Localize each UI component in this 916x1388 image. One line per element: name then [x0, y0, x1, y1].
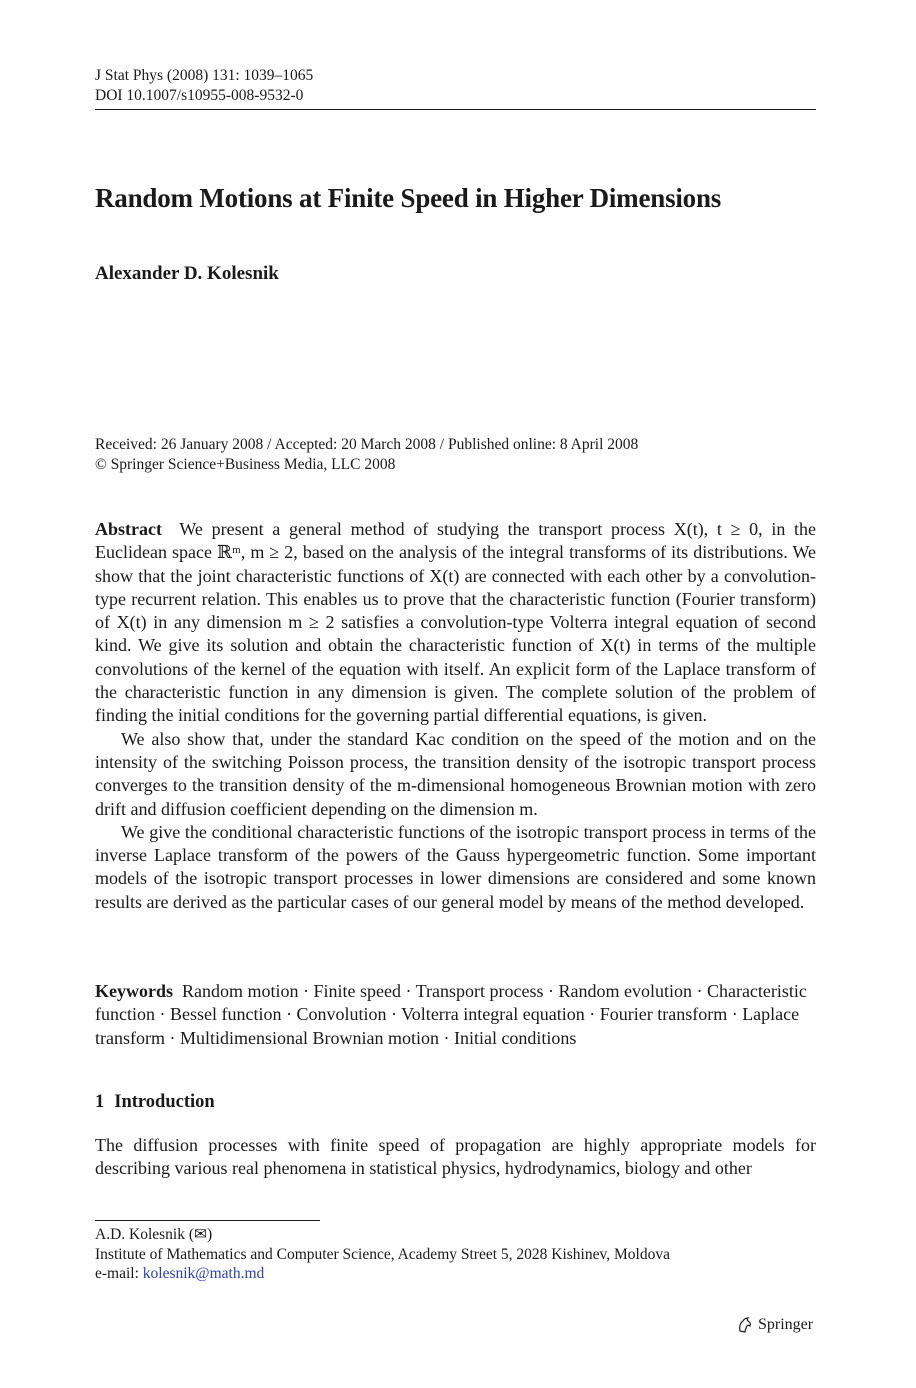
email-link[interactable]: kolesnik@math.md [142, 1265, 265, 1282]
paper-title: Random Motions at Finite Speed in Higher Dimensions [95, 183, 722, 213]
footnote-rule [95, 1220, 320, 1221]
journal-citation: J Stat Phys (2008) 131: 1039–1065 [95, 67, 314, 84]
section-heading [95, 1092, 215, 1113]
introduction-text: The diffusion processes with finite speed of propagation are highly appropriate models for describing various real phenomena in statistical physics, hydrodynamics, biology and other [95, 1135, 816, 1179]
abstract-paragraph-1 [95, 518, 816, 728]
footnote-author: A.D. Kolesnik (✉) [95, 1226, 213, 1243]
author-footnote [95, 1225, 670, 1284]
keywords-list: Random motion · Finite speed · Transport process · Random evolution · Characteristic function · Bessel function · Convolution · Volterra integral equation · Fourier transform · Laplace transform · Multidimensional Brownian motion · Initial conditions [95, 981, 807, 1048]
email-label: e-mail: [95, 1265, 143, 1282]
section-title: Introduction [114, 1092, 215, 1112]
springer-horse-icon [736, 1316, 754, 1334]
journal-header [95, 66, 313, 106]
abstract-paragraph-2: We also show that, under the standard Kac condition on the speed of the motion and on the intensity of the switching Poisson process, the transition density of the isotropic transport process converges to the transition density of the m-dimensional homogeneous Brownian motion with zero drift and diffusion coefficient depending on the dimension m. [95, 728, 816, 819]
publisher-logo [736, 1316, 813, 1334]
doi: DOI 10.1007/s10955-008-9532-0 [95, 87, 304, 104]
abstract-label: Abstract [95, 519, 162, 539]
keywords [95, 980, 816, 1050]
abstract-text-1: We present a general method of studying the transport process X(t), t ≥ 0, in the Euclidean space ℝᵐ, m ≥ 2, based on the analysis of the integral transforms of its distributions. We show that the joint characteristic functions of X(t) are connected with each other by a convolution-type recurrent relation. This enables us to prove that the characteristic function (Fourier transform) of X(t) in any dimension m ≥ 2 satisfies a convolution-type Volterra integral equation of second kind. We give its solution and obtain the characteristic function of X(t) in terms of the multiple convolutions of the kernel of the equation with itself. An explicit form of the Laplace transform of the characteristic function in any dimension is given. The complete solution of the problem of finding the initial conditions for the governing partial differential equations, is given. [95, 519, 817, 726]
received-accepted-published: Received: 26 January 2008 / Accepted: 20 March 2008 / Published online: 8 April 2008 [95, 436, 639, 453]
author-name: Alexander D. Kolesnik [95, 263, 279, 284]
keywords-label: Keywords [95, 981, 173, 1001]
publisher-name: Springer [758, 1316, 814, 1333]
header-rule [95, 109, 816, 110]
publication-dates [95, 435, 638, 474]
copyright-notice: © Springer Science+Business Media, LLC 2008 [95, 455, 396, 473]
abstract-paragraph-3: We give the conditional characteristic functions of the isotropic transport process in terms of the inverse Laplace transform of the powers of the Gauss hypergeometric function. Some important models of the isotropic transport processes in lower dimensions are considered and some known results are derived as the particular cases of our general model by means of the method developed. [95, 821, 816, 912]
footnote-email-line [95, 1264, 670, 1284]
abstract [95, 518, 816, 914]
footnote-affiliation: Institute of Mathematics and Computer Science, Academy Street 5, 2028 Kishinev, Moldova [95, 1245, 670, 1263]
section-number: 1 [95, 1092, 105, 1112]
